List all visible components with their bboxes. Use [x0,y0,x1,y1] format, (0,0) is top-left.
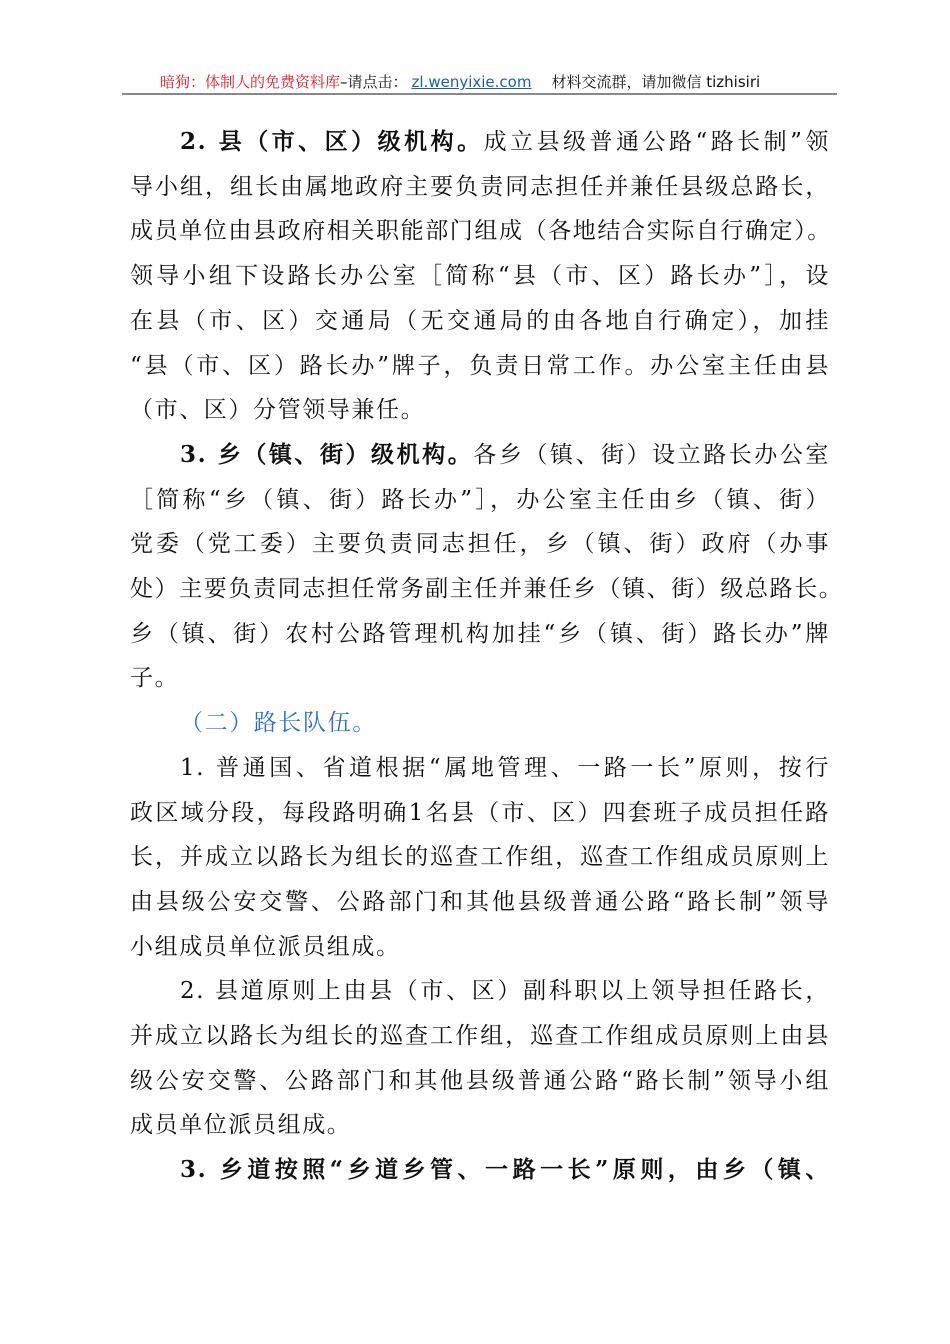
header-prompt: –请点击： [340,73,408,91]
line-text: 成员单位由县政府相关职能部门组成（各地结合实际自行确定）。 [130,218,832,245]
line-text: ［简称“乡（镇、街）路长办”］，办公室主任由乡（镇、街） [130,486,830,513]
text-line [130,932,830,962]
text-line [180,976,830,1006]
line-text: 在县（市、区）交通局（无交通局的由各地自行确定），加挂 [130,307,830,334]
line-text: “县（市、区）路长办”牌子，负责日常工作。办公室主任由县 [130,352,830,379]
header-link[interactable]: zl.wenyixie.com [411,73,532,91]
line-text: 成立县级普通公路“路长制”领 [483,129,830,155]
line-text: 并成立以路长为组长的巡查工作组，巡查工作组成员原则上由县 [130,1023,830,1049]
text-line [130,619,830,649]
text-line [130,485,830,515]
text-line [130,216,830,246]
item-heading: 2. 县（市、区）级机构。 [180,128,484,155]
item-heading: 3. 乡（镇、街）级机构。 [180,440,474,468]
text-line [180,1155,830,1185]
line-text: 处）主要负责同志担任常务副主任并兼任乡（镇、街）级总路长。 [130,576,844,602]
text-line [130,887,830,917]
line-text: 各乡（镇、街）设立路长办公室 [473,441,830,468]
line-text: 政区域分段，每段路明确1名县（市、区）四套班子成员担任路 [130,799,830,826]
line-text: 党委（党工委）主要负责同志担任，乡（镇、街）政府（办事 [130,531,830,558]
line-text: 子。 [130,665,180,692]
line-text: 长，并成立以路长为组长的巡查工作组，巡查工作组成员原则上 [130,844,830,871]
line-text: （市、区）分管领导兼任。 [130,397,426,424]
text-line [130,306,830,336]
text-line [130,574,844,604]
header-brand: 暗狗：体制人的免费资料库 [160,73,341,91]
item-heading: 3. 乡道按照“乡道乡管、一路一长”原则，由乡（镇、 [180,1156,830,1184]
line-text: 级公安交警、公路部门和其他县级普通公路“路长制”领导小组 [130,1067,830,1094]
line-text: 乡（镇、街）农村公路管理机构加挂“乡（镇、街）路长办”牌 [130,620,830,647]
text-line [130,172,830,202]
text-line [130,798,830,828]
line-text: 导小组，组长由属地政府主要负责同志担任并兼任县级总路长， [130,173,830,200]
text-line [130,842,830,872]
text-line [130,1066,830,1096]
line-text: 1. 普通国、省道根据“属地管理、一路一长”原则，按行 [180,754,830,781]
text-line [130,663,830,693]
text-line [180,708,830,738]
text-line [130,351,830,381]
line-text: 领导小组下设路长办公室［简称“县（市、区）路长办”］，设 [130,263,830,290]
page-header [122,68,837,95]
text-line [130,529,830,559]
text-line [180,753,830,783]
text-line [180,440,830,470]
text-line [130,395,830,425]
text-line [180,127,830,157]
text-line [130,261,830,291]
line-text: 成员单位派员组成。 [130,1112,352,1139]
line-text: 2. 县道原则上由县（市、区）副科职以上领导担任路长， [180,978,830,1005]
line-text: 由县级公安交警、公路部门和其他县级普通公路“路长制”领导 [130,888,830,915]
text-line [130,1110,830,1140]
section-heading: （二）路长队伍。 [180,710,377,737]
header-note: 材料交流群，请加微信 tizhisiri [551,73,761,91]
text-line [130,1021,830,1051]
line-text: 小组成员单位派员组成。 [130,933,401,960]
